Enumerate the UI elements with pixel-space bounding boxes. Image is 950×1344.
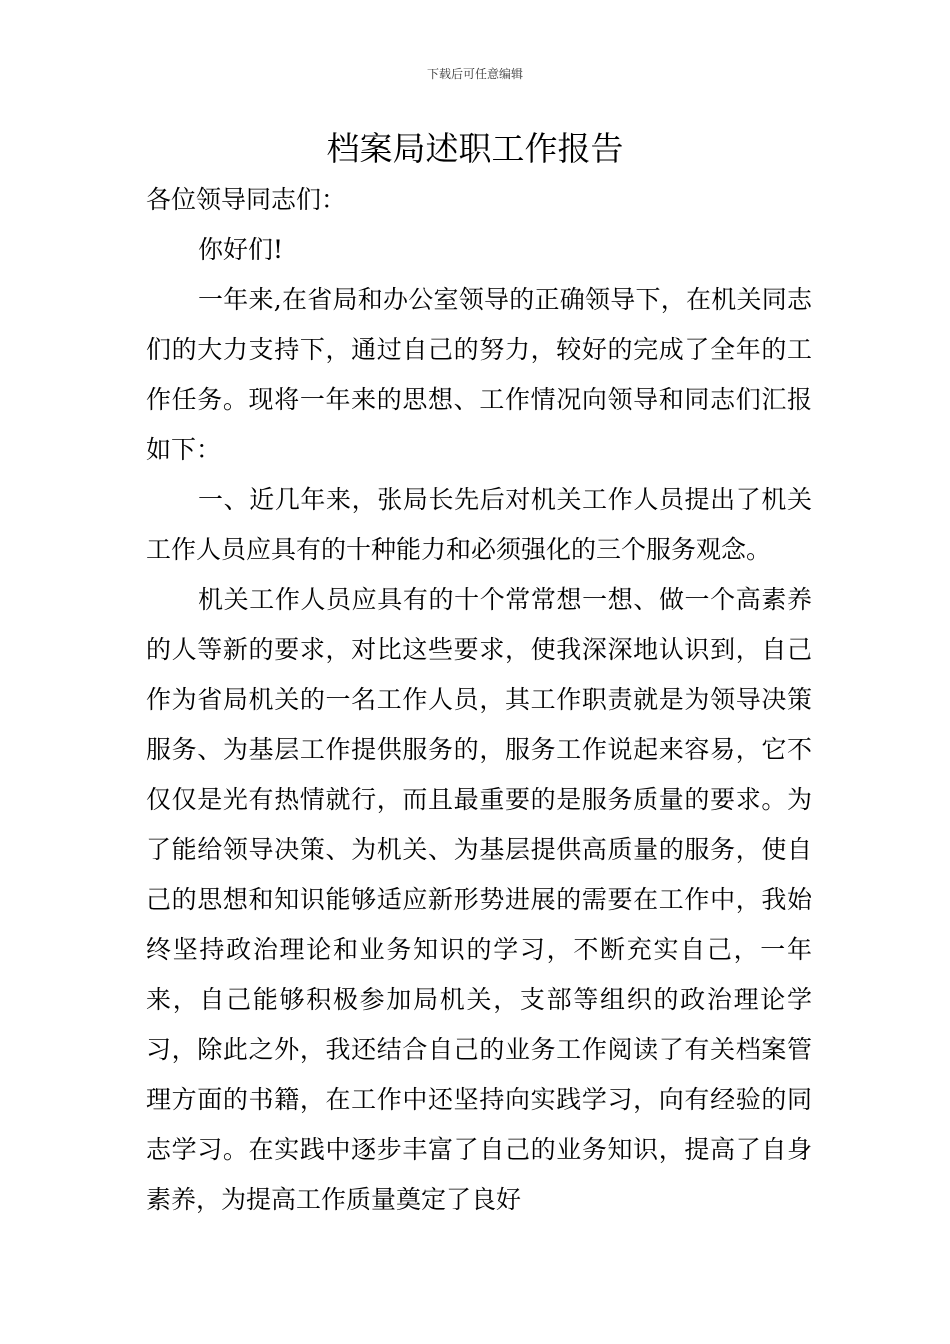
document-body: [146, 175, 812, 1225]
header-note: 下载后可任意编辑: [426, 67, 523, 81]
paragraph-greeting: 你好们!: [198, 235, 284, 264]
paragraph-section-one: 一、近几年来，张局长先后对机关工作人员提出了机关工作人员应具有的十种能力和必须强化的三个服务观念。: [146, 485, 812, 564]
paragraph-service: 机关工作人员应具有的十个常常想一想、做一个高素养的人等新的要求，对比这些要求，使我深深地认识到，自己作为省局机关的一名工作人员，其工作职责就是为领导决策服务、为基层工作提供服务的，服务工作说起来容易，它不仅仅是光有热情就行，而且最重要的是服务质量的要求。为了能给领导决策、为机关、为基层提供高质量的服务，使自己的思想和知识能够适应新形势进展的需要在工作中，我始终坚持政治理论和业务知识的学习，不断充实自己，一年来，自己能够积极参加局机关，支部等组织的政治理论学习，除此之外，我还结合自己的业务工作阅读了有关档案管理方面的书籍，在工作中还坚持向实践学习，向有经验的同志学习。在实践中逐步丰富了自己的业务知识，提高了自身素养，为提高工作质量奠定了良好: [146, 585, 812, 1214]
paragraph-intro: 一年来,在省局和办公室领导的正确领导下，在机关同志们的大力支持下，通过自己的努力，较好的完成了全年的工作任务。现将一年来的思想、工作情况向领导和同志们汇报如下：: [146, 285, 812, 464]
page-title: 档案局述职工作报告: [326, 129, 624, 168]
salutation: 各位领导同志们：: [146, 185, 347, 214]
